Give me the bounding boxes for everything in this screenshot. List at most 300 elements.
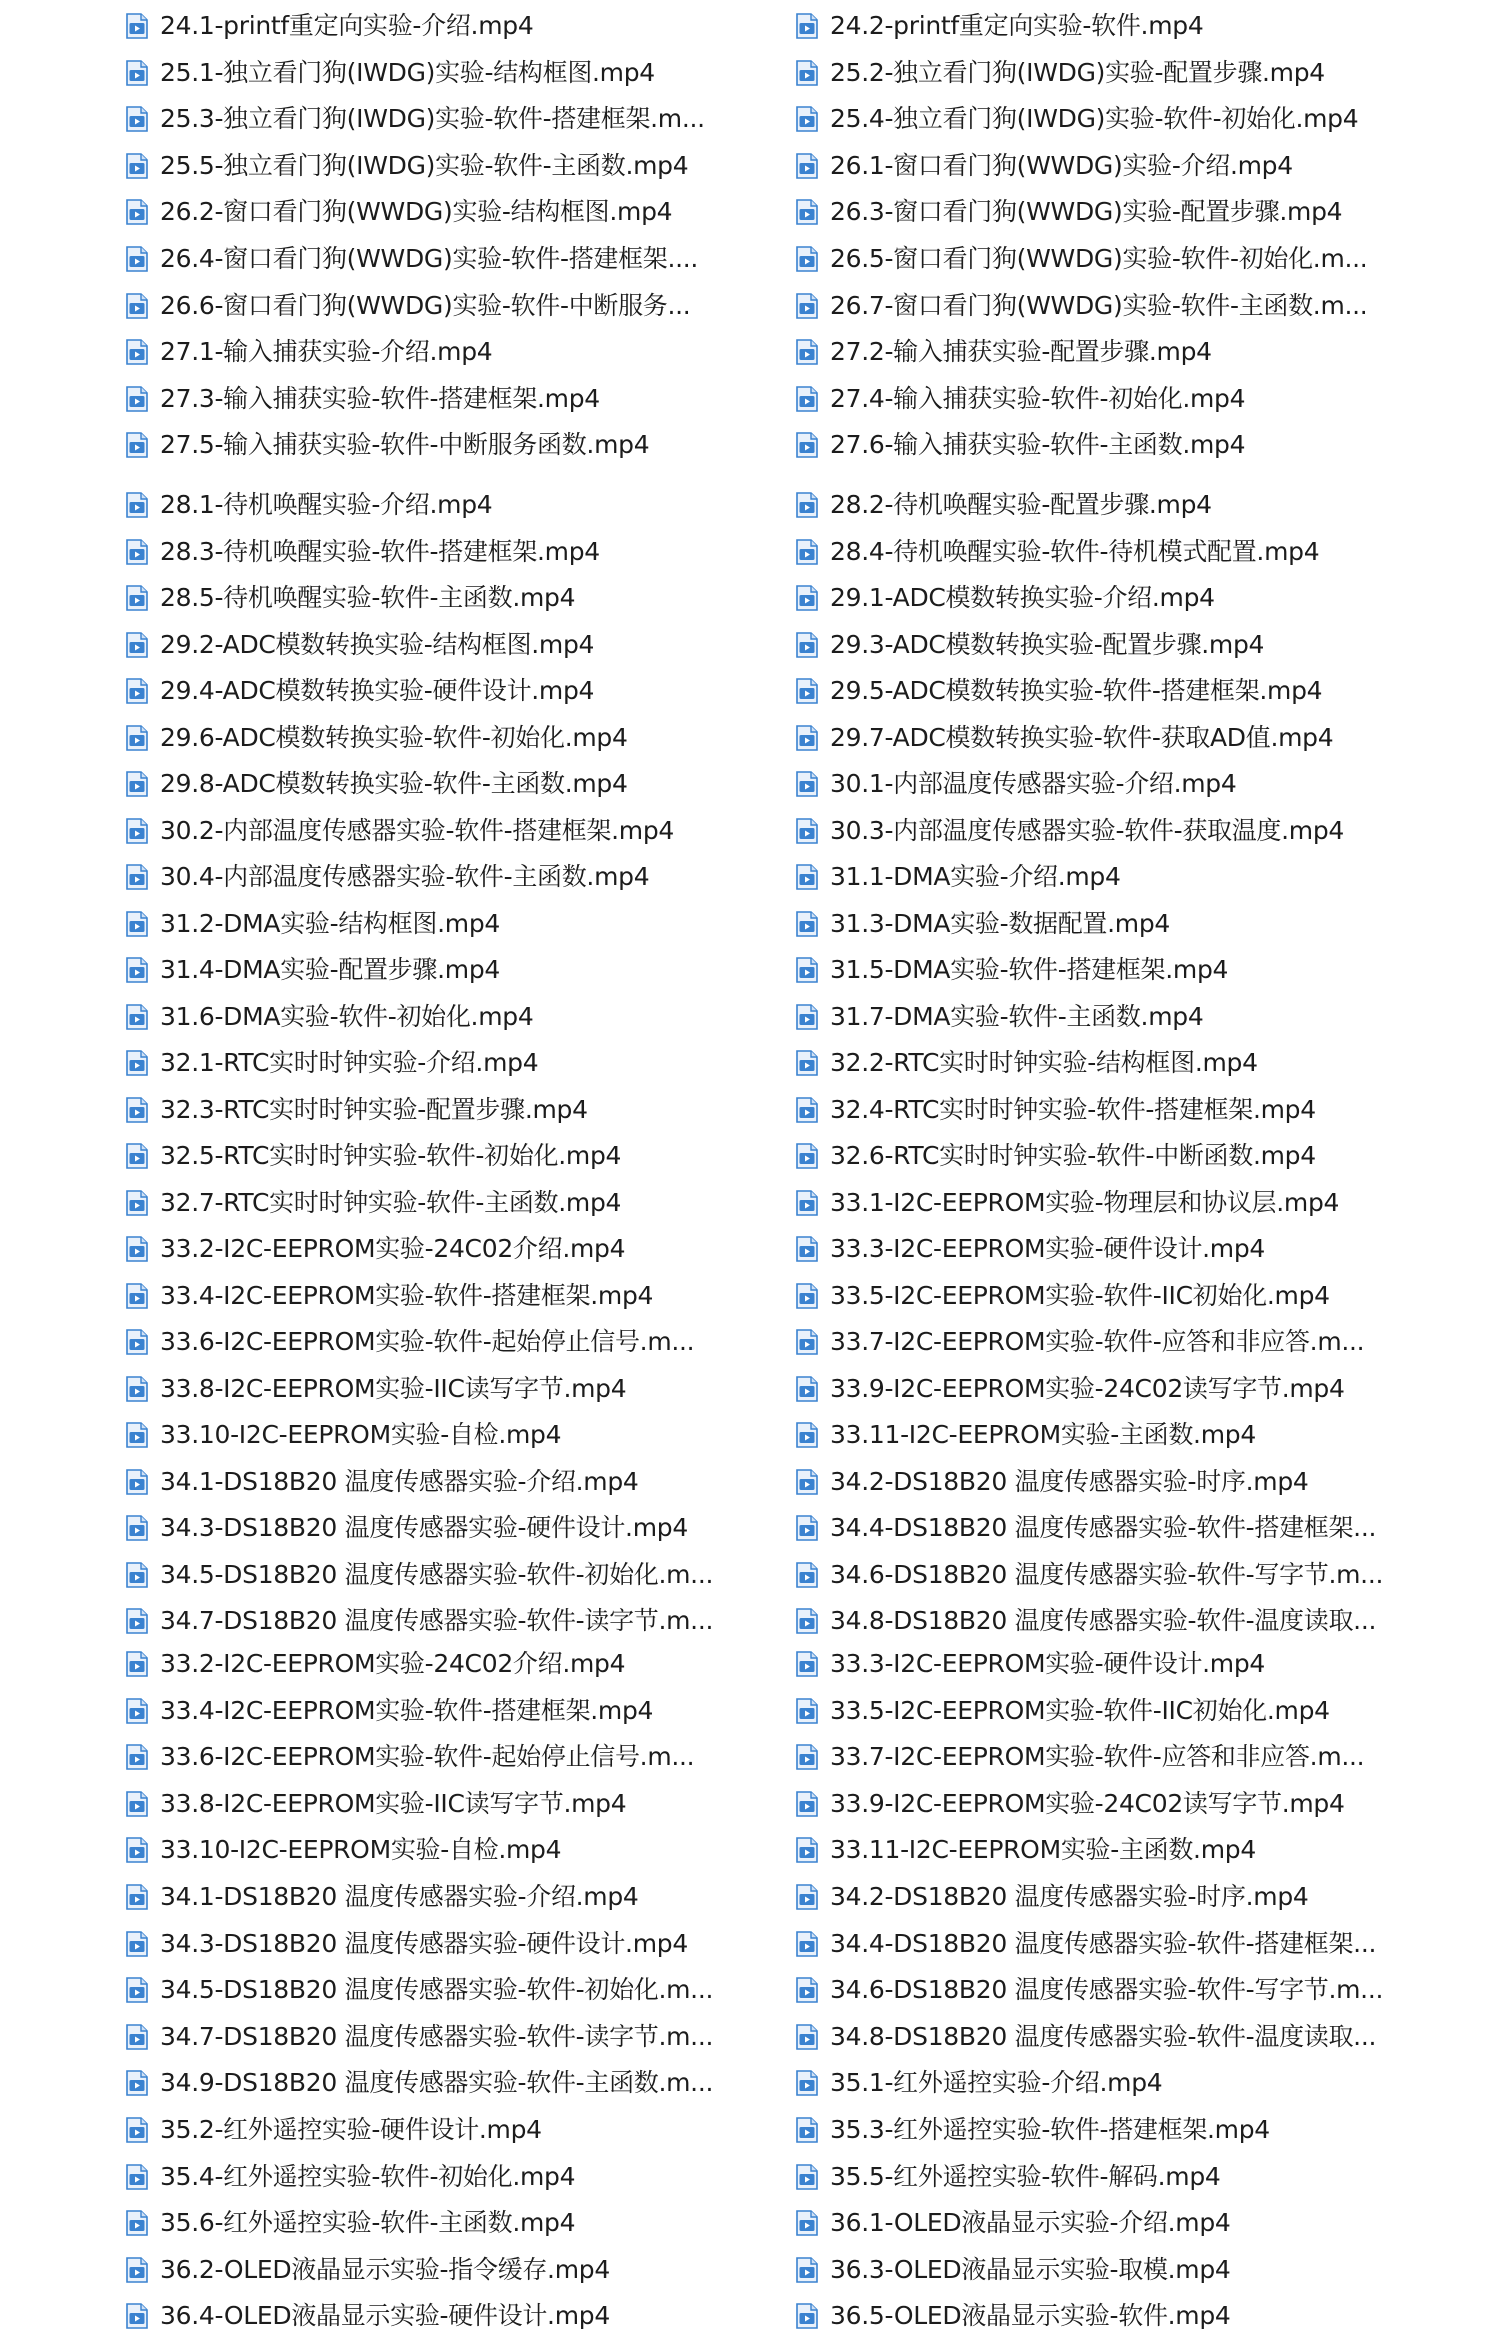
file-item[interactable] (126, 1737, 694, 1777)
video-file-icon (796, 2210, 818, 2236)
file-item[interactable] (126, 578, 575, 618)
file-name: 34.7-DS18B20 温度传感器实验-软件-读字节.m... (160, 1606, 714, 1635)
file-name: 34.5-DS18B20 温度传感器实验-软件-初始化.m... (160, 1975, 714, 2005)
file-name: 33.6-I2C-EEPROM实验-软件-起始停止信号.m... (160, 1327, 695, 1356)
file-item[interactable] (796, 146, 1293, 186)
file-name: 28.4-待机唤醒实验-软件-待机模式配置.mp4 (830, 536, 1320, 566)
file-item[interactable] (126, 2203, 575, 2243)
file-item[interactable] (126, 53, 655, 93)
file-item[interactable] (126, 1830, 561, 1870)
file-item[interactable] (126, 2157, 575, 2197)
file-item[interactable] (796, 99, 1358, 139)
video-file-icon (126, 1469, 148, 1495)
video-file-icon (126, 2164, 148, 2190)
video-file-icon (126, 492, 148, 518)
file-item[interactable] (796, 1970, 1383, 2010)
file-item[interactable] (796, 1322, 1364, 1362)
file-name: 25.4-独立看门狗(IWDG)实验-软件-初始化.mp4 (830, 104, 1359, 134)
file-name: 34.6-DS18B20 温度传感器实验-软件-写字节.m... (830, 1975, 1384, 2005)
file-item[interactable] (126, 425, 649, 465)
file-name: 31.3-DMA实验-数据配置.mp4 (830, 908, 1171, 938)
video-file-icon (796, 1837, 818, 1863)
video-file-icon (796, 1190, 818, 1216)
file-name: 33.2-I2C-EEPROM实验-24C02介绍.mp4 (160, 1649, 626, 1678)
file-item[interactable] (796, 1784, 1345, 1824)
file-item[interactable] (796, 6, 1203, 46)
video-file-icon (796, 725, 818, 751)
file-name: 33.8-I2C-EEPROM实验-IIC读写字节.mp4 (160, 1788, 627, 1818)
file-item[interactable] (796, 1043, 1258, 1083)
video-file-icon (796, 1562, 818, 1588)
file-name: 27.4-输入捕获实验-软件-初始化.mp4 (830, 383, 1246, 413)
file-name: 34.5-DS18B20 温度传感器实验-软件-初始化.m... (160, 1559, 714, 1589)
video-file-icon (126, 1931, 148, 1957)
file-name: 34.8-DS18B20 温度传感器实验-软件-温度读取... (830, 2021, 1377, 2051)
file-name: 34.4-DS18B20 温度传感器实验-软件-搭建框架... (830, 1513, 1377, 1542)
file-name: 33.7-I2C-EEPROM实验-软件-应答和非应答.m... (830, 1742, 1365, 1772)
file-name: 26.7-窗口看门狗(WWDG)实验-软件-主函数.m... (830, 290, 1368, 320)
file-name: 34.2-DS18B20 温度传感器实验-时序.mp4 (830, 1882, 1309, 1911)
file-item[interactable] (796, 485, 1212, 525)
video-file-icon (796, 1931, 818, 1957)
file-name: 34.9-DS18B20 温度传感器实验-软件-主函数.m... (160, 2068, 714, 2098)
video-file-icon (126, 1977, 148, 2003)
file-item[interactable] (126, 532, 600, 572)
video-file-icon (126, 539, 148, 565)
file-item[interactable] (126, 2017, 713, 2057)
file-item[interactable] (796, 904, 1170, 944)
file-name: 36.1-OLED液晶显示实验-介绍.mp4 (830, 2208, 1231, 2238)
video-file-icon (126, 13, 148, 39)
file-name: 30.3-内部温度传感器实验-软件-获取温度.mp4 (830, 815, 1345, 845)
file-item[interactable] (126, 1508, 688, 1548)
video-file-icon (126, 678, 148, 704)
file-name: 33.4-I2C-EEPROM实验-软件-搭建框架.mp4 (160, 1695, 654, 1725)
file-item[interactable] (796, 425, 1245, 465)
video-file-icon (796, 678, 818, 704)
file-item[interactable] (796, 2296, 1231, 2336)
video-file-icon (796, 1143, 818, 1169)
file-name: 35.4-红外遥控实验-软件-初始化.mp4 (160, 2161, 576, 2191)
file-item[interactable] (126, 485, 492, 525)
video-file-icon (796, 911, 818, 937)
file-name: 36.5-OLED液晶显示实验-软件.mp4 (830, 2301, 1231, 2331)
video-file-icon (796, 1651, 818, 1677)
file-item[interactable] (126, 192, 672, 232)
file-item[interactable] (796, 53, 1325, 93)
file-item[interactable] (796, 192, 1342, 232)
file-item[interactable] (126, 1555, 713, 1595)
file-item[interactable] (796, 2063, 1162, 2103)
file-item[interactable] (126, 671, 594, 711)
file-name: 28.3-待机唤醒实验-软件-搭建框架.mp4 (160, 536, 600, 566)
file-item[interactable] (796, 718, 1333, 758)
video-file-icon (126, 1698, 148, 1724)
file-item[interactable] (126, 1276, 653, 1316)
video-file-icon (796, 1376, 818, 1402)
file-item[interactable] (126, 6, 533, 46)
file-name: 33.8-I2C-EEPROM实验-IIC读写字节.mp4 (160, 1373, 627, 1403)
video-file-icon (796, 2117, 818, 2143)
video-file-icon (796, 1422, 818, 1448)
file-item[interactable] (796, 1737, 1364, 1777)
file-item[interactable] (126, 1877, 639, 1917)
video-file-icon (126, 153, 148, 179)
video-file-icon (796, 246, 818, 272)
file-item[interactable] (126, 811, 674, 851)
file-item[interactable] (126, 857, 649, 897)
file-name: 26.1-窗口看门狗(WWDG)实验-介绍.mp4 (830, 150, 1293, 180)
file-name: 34.1-DS18B20 温度传感器实验-介绍.mp4 (160, 1882, 639, 1911)
file-name: 35.6-红外遥控实验-软件-主函数.mp4 (160, 2208, 576, 2238)
file-item[interactable] (796, 1644, 1265, 1684)
video-file-icon (796, 1698, 818, 1724)
file-name: 31.5-DMA实验-软件-搭建框架.mp4 (830, 955, 1229, 984)
file-name: 35.5-红外遥控实验-软件-解码.mp4 (830, 2161, 1221, 2191)
video-file-icon (796, 1283, 818, 1309)
file-name: 34.7-DS18B20 温度传感器实验-软件-读字节.m... (160, 2021, 714, 2051)
file-name: 36.2-OLED液晶显示实验-指令缓存.mp4 (160, 2254, 610, 2284)
file-name: 34.3-DS18B20 温度传感器实验-硬件设计.mp4 (160, 1513, 688, 1542)
file-name: 32.4-RTC实时时钟实验-软件-搭建框架.mp4 (830, 1094, 1316, 1124)
file-name: 26.4-窗口看门狗(WWDG)实验-软件-搭建框架.... (160, 244, 699, 273)
file-item[interactable] (796, 2157, 1221, 2197)
file-item[interactable] (126, 1924, 688, 1964)
file-name: 29.8-ADC模数转换实验-软件-主函数.mp4 (160, 769, 628, 798)
video-file-icon (126, 2070, 148, 2096)
video-file-icon (796, 2164, 818, 2190)
video-file-icon (126, 246, 148, 272)
video-file-icon (796, 1236, 818, 1262)
file-item[interactable] (126, 1322, 694, 1362)
file-item[interactable] (126, 239, 698, 279)
file-item[interactable] (126, 1369, 626, 1409)
video-file-icon (796, 585, 818, 611)
file-item[interactable] (126, 1183, 621, 1223)
video-file-icon (126, 1791, 148, 1817)
file-name: 27.5-输入捕获实验-软件-中断服务函数.mp4 (160, 430, 650, 460)
file-name: 29.5-ADC模数转换实验-软件-搭建框架.mp4 (830, 676, 1323, 705)
file-item[interactable] (796, 1691, 1330, 1731)
file-name: 29.7-ADC模数转换实验-软件-获取AD值.mp4 (830, 722, 1334, 752)
file-item[interactable] (796, 578, 1215, 618)
file-item[interactable] (796, 1415, 1256, 1455)
file-name: 32.3-RTC实时时钟实验-配置步骤.mp4 (160, 1094, 588, 1124)
file-item[interactable] (796, 1229, 1265, 1269)
video-file-icon (126, 1608, 148, 1634)
video-file-icon (126, 2117, 148, 2143)
file-item[interactable] (796, 532, 1319, 572)
file-name: 27.6-输入捕获实验-软件-主函数.mp4 (830, 430, 1246, 460)
video-file-icon (126, 1050, 148, 1076)
file-name: 25.5-独立看门狗(IWDG)实验-软件-主函数.mp4 (160, 150, 689, 180)
video-file-icon (126, 1190, 148, 1216)
file-name: 36.4-OLED液晶显示实验-硬件设计.mp4 (160, 2301, 610, 2331)
file-item[interactable] (796, 1601, 1376, 1641)
file-item[interactable] (796, 1369, 1345, 1409)
video-file-icon (796, 1004, 818, 1030)
video-file-icon (126, 386, 148, 412)
video-file-icon (796, 632, 818, 658)
file-name: 31.4-DMA实验-配置步骤.mp4 (160, 955, 501, 984)
file-name: 34.6-DS18B20 温度传感器实验-软件-写字节.m... (830, 1559, 1384, 1589)
file-name: 33.11-I2C-EEPROM实验-主函数.mp4 (830, 1420, 1256, 1449)
video-file-icon (796, 1097, 818, 1123)
file-name: 28.1-待机唤醒实验-介绍.mp4 (160, 490, 493, 519)
video-file-icon (126, 339, 148, 365)
file-name: 33.3-I2C-EEPROM实验-硬件设计.mp4 (830, 1649, 1266, 1678)
file-name: 32.5-RTC实时时钟实验-软件-初始化.mp4 (160, 1141, 622, 1170)
file-name: 32.2-RTC实时时钟实验-结构框图.mp4 (830, 1048, 1258, 1077)
file-item[interactable] (796, 1508, 1376, 1548)
file-item[interactable] (126, 2250, 610, 2290)
file-name: 30.4-内部温度传感器实验-软件-主函数.mp4 (160, 862, 650, 891)
video-file-icon (126, 1329, 148, 1355)
video-file-icon (126, 1515, 148, 1541)
file-name: 32.6-RTC实时时钟实验-软件-中断函数.mp4 (830, 1141, 1316, 1170)
video-file-icon (796, 1469, 818, 1495)
file-name: 33.1-I2C-EEPROM实验-物理层和协议层.mp4 (830, 1187, 1340, 1217)
video-file-icon (126, 1744, 148, 1770)
file-item[interactable] (126, 1601, 713, 1641)
file-name: 27.3-输入捕获实验-软件-搭建框架.mp4 (160, 383, 600, 413)
file-name: 34.4-DS18B20 温度传感器实验-软件-搭建框架... (830, 1928, 1377, 1958)
file-name: 35.2-红外遥控实验-硬件设计.mp4 (160, 2115, 542, 2144)
video-file-icon (796, 2257, 818, 2283)
file-name: 24.1-printf重定向实验-介绍.mp4 (160, 11, 534, 40)
file-item[interactable] (796, 1183, 1339, 1223)
video-file-icon (126, 1376, 148, 1402)
file-name: 33.3-I2C-EEPROM实验-硬件设计.mp4 (830, 1234, 1266, 1263)
file-item[interactable] (126, 718, 628, 758)
video-file-icon (126, 199, 148, 225)
video-file-icon (126, 1143, 148, 1169)
file-name: 27.2-输入捕获实验-配置步骤.mp4 (830, 337, 1212, 367)
file-name: 33.9-I2C-EEPROM实验-24C02读写字节.mp4 (830, 1788, 1345, 1818)
file-item[interactable] (796, 332, 1212, 372)
file-name: 25.1-独立看门狗(IWDG)实验-结构框图.mp4 (160, 57, 655, 87)
file-item[interactable] (796, 2017, 1376, 2057)
video-file-icon (796, 2303, 818, 2329)
file-name: 36.3-OLED液晶显示实验-取模.mp4 (830, 2254, 1231, 2284)
video-file-icon (796, 492, 818, 518)
video-file-icon (126, 1562, 148, 1588)
file-name: 34.1-DS18B20 温度传感器实验-介绍.mp4 (160, 1466, 639, 1496)
file-name: 25.2-独立看门狗(IWDG)实验-配置步骤.mp4 (830, 57, 1325, 87)
file-item[interactable] (126, 1136, 621, 1176)
file-item[interactable] (796, 379, 1245, 419)
video-file-icon (126, 1004, 148, 1030)
video-file-icon (796, 2070, 818, 2096)
file-item[interactable] (126, 332, 492, 372)
file-item[interactable] (126, 1784, 626, 1824)
file-name: 28.2-待机唤醒实验-配置步骤.mp4 (830, 490, 1212, 519)
file-name: 33.10-I2C-EEPROM实验-自检.mp4 (160, 1420, 562, 1449)
file-item[interactable] (796, 950, 1228, 990)
video-file-icon (126, 818, 148, 844)
video-file-icon (126, 957, 148, 983)
file-name: 29.1-ADC模数转换实验-介绍.mp4 (830, 583, 1215, 612)
file-name: 26.5-窗口看门狗(WWDG)实验-软件-初始化.m... (830, 244, 1368, 273)
file-item[interactable] (796, 1090, 1316, 1130)
file-name: 34.3-DS18B20 温度传感器实验-硬件设计.mp4 (160, 1928, 688, 1958)
file-item[interactable] (796, 2110, 1270, 2150)
file-item[interactable] (796, 997, 1203, 1037)
file-name: 29.6-ADC模数转换实验-软件-初始化.mp4 (160, 722, 628, 752)
file-item[interactable] (126, 1043, 538, 1083)
file-name: 30.2-内部温度传感器实验-软件-搭建框架.mp4 (160, 815, 675, 845)
video-file-icon (796, 1329, 818, 1355)
video-file-icon (796, 1977, 818, 2003)
file-name: 35.3-红外遥控实验-软件-搭建框架.mp4 (830, 2115, 1270, 2144)
video-file-icon (126, 1837, 148, 1863)
file-name: 33.4-I2C-EEPROM实验-软件-搭建框架.mp4 (160, 1280, 654, 1310)
file-name: 33.5-I2C-EEPROM实验-软件-IIC初始化.mp4 (830, 1695, 1330, 1725)
video-file-icon (126, 60, 148, 86)
video-file-icon (126, 2024, 148, 2050)
video-file-icon (126, 2303, 148, 2329)
video-file-icon (126, 911, 148, 937)
file-item[interactable] (126, 1462, 639, 1502)
file-item[interactable] (796, 1924, 1376, 1964)
video-file-icon (796, 153, 818, 179)
video-file-icon (796, 2024, 818, 2050)
video-file-icon (126, 2210, 148, 2236)
file-item[interactable] (126, 1970, 713, 2010)
video-file-icon (796, 339, 818, 365)
video-file-icon (796, 1744, 818, 1770)
file-item[interactable] (126, 904, 500, 944)
video-file-icon (126, 1651, 148, 1677)
video-file-icon (126, 585, 148, 611)
file-item[interactable] (796, 1462, 1309, 1502)
file-item[interactable] (796, 1555, 1383, 1595)
file-name: 25.3-独立看门狗(IWDG)实验-软件-搭建框架.m... (160, 104, 705, 134)
video-file-icon (126, 1283, 148, 1309)
file-item[interactable] (796, 1276, 1330, 1316)
video-file-icon (796, 864, 818, 890)
file-name: 34.2-DS18B20 温度传感器实验-时序.mp4 (830, 1466, 1309, 1496)
video-file-icon (126, 1097, 148, 1123)
file-name: 32.7-RTC实时时钟实验-软件-主函数.mp4 (160, 1187, 622, 1217)
file-item[interactable] (796, 239, 1367, 279)
file-name: 33.5-I2C-EEPROM实验-软件-IIC初始化.mp4 (830, 1280, 1330, 1310)
file-item[interactable] (796, 1877, 1309, 1917)
file-name: 24.2-printf重定向实验-软件.mp4 (830, 11, 1204, 40)
file-item[interactable] (126, 146, 688, 186)
file-name: 32.1-RTC实时时钟实验-介绍.mp4 (160, 1048, 539, 1077)
file-name: 33.7-I2C-EEPROM实验-软件-应答和非应答.m... (830, 1327, 1365, 1356)
video-file-icon (796, 1884, 818, 1910)
video-file-icon (796, 13, 818, 39)
video-file-icon (796, 60, 818, 86)
file-name: 31.7-DMA实验-软件-主函数.mp4 (830, 1001, 1204, 1031)
file-item[interactable] (796, 286, 1367, 326)
file-item[interactable] (796, 671, 1322, 711)
video-file-icon (796, 106, 818, 132)
file-name: 33.6-I2C-EEPROM实验-软件-起始停止信号.m... (160, 1742, 695, 1772)
file-item[interactable] (796, 2250, 1231, 2290)
video-file-icon (126, 432, 148, 458)
video-file-icon (126, 864, 148, 890)
file-item[interactable] (126, 1691, 653, 1731)
video-file-icon (126, 1422, 148, 1448)
file-item[interactable] (126, 99, 705, 139)
file-name: 33.9-I2C-EEPROM实验-24C02读写字节.mp4 (830, 1373, 1345, 1403)
file-item[interactable] (796, 811, 1344, 851)
file-item[interactable] (126, 379, 600, 419)
video-file-icon (126, 1884, 148, 1910)
file-name: 33.2-I2C-EEPROM实验-24C02介绍.mp4 (160, 1234, 626, 1263)
file-item[interactable] (126, 997, 533, 1037)
file-item[interactable] (126, 1229, 625, 1269)
file-name: 28.5-待机唤醒实验-软件-主函数.mp4 (160, 583, 576, 612)
file-item[interactable] (126, 950, 500, 990)
file-name: 31.1-DMA实验-介绍.mp4 (830, 862, 1121, 891)
file-item[interactable] (126, 2063, 713, 2103)
video-file-icon (796, 957, 818, 983)
video-file-icon (796, 293, 818, 319)
video-file-icon (126, 2257, 148, 2283)
file-item[interactable] (126, 625, 594, 665)
video-file-icon (796, 1608, 818, 1634)
file-name: 29.4-ADC模数转换实验-硬件设计.mp4 (160, 676, 595, 705)
file-name: 31.2-DMA实验-结构框图.mp4 (160, 908, 501, 938)
file-name: 26.3-窗口看门狗(WWDG)实验-配置步骤.mp4 (830, 197, 1343, 227)
video-file-icon (796, 432, 818, 458)
video-file-icon (796, 1791, 818, 1817)
video-file-icon (796, 539, 818, 565)
video-file-icon (126, 293, 148, 319)
file-item[interactable] (796, 1136, 1316, 1176)
file-item[interactable] (126, 286, 690, 326)
file-name: 35.1-红外遥控实验-介绍.mp4 (830, 2068, 1163, 2098)
file-name: 31.6-DMA实验-软件-初始化.mp4 (160, 1001, 534, 1031)
file-name: 30.1-内部温度传感器实验-介绍.mp4 (830, 769, 1237, 798)
file-item[interactable] (126, 2110, 542, 2150)
file-item[interactable] (796, 2203, 1231, 2243)
file-name: 33.11-I2C-EEPROM实验-主函数.mp4 (830, 1835, 1256, 1865)
file-item[interactable] (126, 1644, 625, 1684)
file-name: 34.8-DS18B20 温度传感器实验-软件-温度读取... (830, 1606, 1377, 1635)
file-name: 29.3-ADC模数转换实验-配置步骤.mp4 (830, 629, 1265, 659)
video-file-icon (126, 725, 148, 751)
file-name: 33.10-I2C-EEPROM实验-自检.mp4 (160, 1835, 562, 1865)
file-item[interactable] (796, 625, 1264, 665)
video-file-icon (796, 1515, 818, 1541)
file-item[interactable] (126, 1415, 561, 1455)
video-file-icon (796, 771, 818, 797)
file-name: 29.2-ADC模数转换实验-结构框图.mp4 (160, 629, 595, 659)
file-item[interactable] (796, 1830, 1256, 1870)
file-item[interactable] (796, 857, 1121, 897)
file-item[interactable] (126, 2296, 610, 2336)
video-file-icon (796, 818, 818, 844)
file-item[interactable] (126, 764, 628, 804)
file-item[interactable] (126, 1090, 588, 1130)
file-name: 26.6-窗口看门狗(WWDG)实验-软件-中断服务... (160, 290, 691, 320)
video-file-icon (126, 1236, 148, 1262)
video-file-icon (796, 1050, 818, 1076)
video-file-icon (126, 632, 148, 658)
video-file-icon (126, 106, 148, 132)
video-file-icon (796, 386, 818, 412)
file-name: 27.1-输入捕获实验-介绍.mp4 (160, 337, 493, 367)
video-file-icon (126, 771, 148, 797)
file-item[interactable] (796, 764, 1236, 804)
video-file-icon (796, 199, 818, 225)
file-name: 26.2-窗口看门狗(WWDG)实验-结构框图.mp4 (160, 197, 673, 227)
